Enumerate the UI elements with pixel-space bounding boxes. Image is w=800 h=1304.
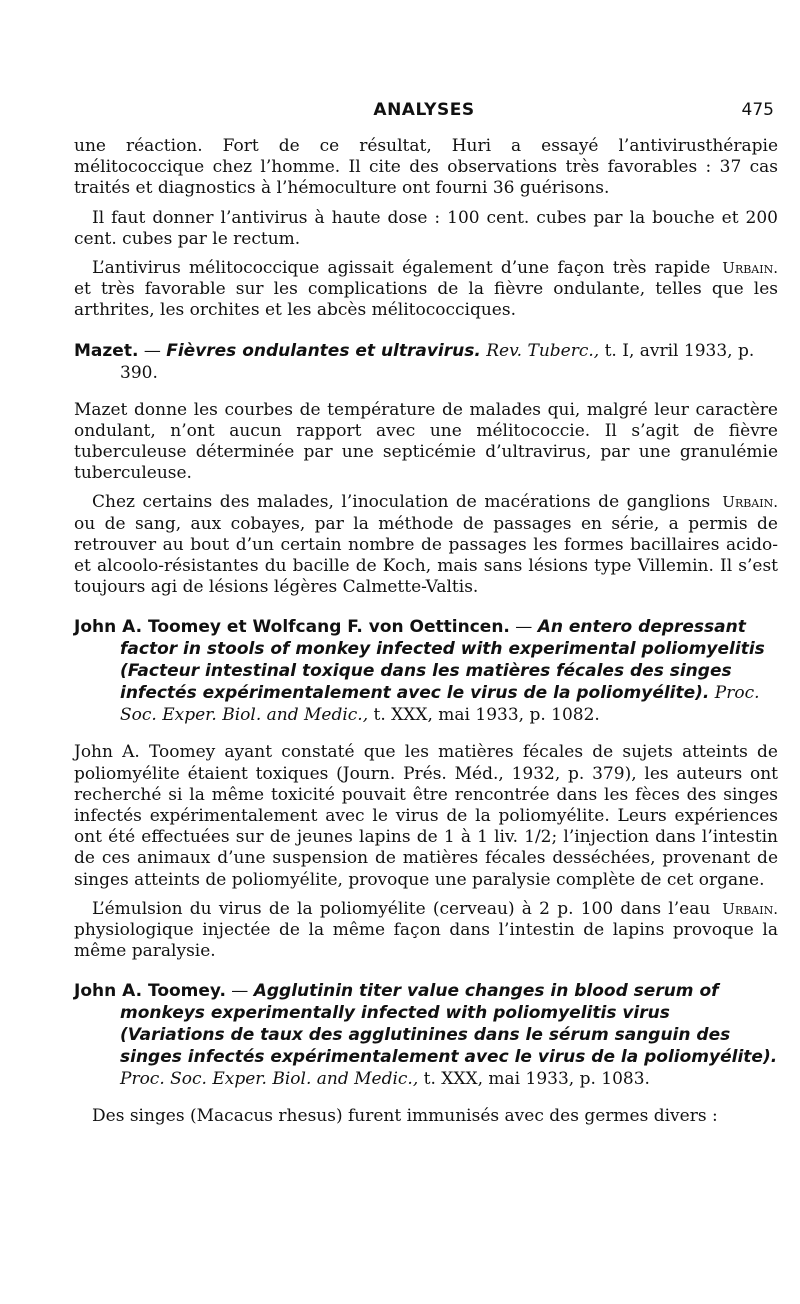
paragraph-text: Chez certains des malades, l’inoculation de macérations de ganglions ou de sang, aux cobayes, par la méthode de passages en série, a permis de retrouver au bout d’un certain nombre de passages les formes bacillaires acido- et alcoolo-résistantes du bacille de Koch, mais sans lésions type Villemin. Il s’est toujours agi de lésions légères Calmette-Valtis. bbox=[74, 492, 778, 598]
entry-details: t. XXX, mai 1933, p. 1083. bbox=[423, 1069, 650, 1090]
paragraph: une réaction. Fort de ce résultat, Huri a essayé l’antivirusthérapie mélitococcique chez l’homme. Il cite des observations très favorables : 37 cas traités et diagnostics à l’hémoculture ont fourni 36 guérisons. bbox=[74, 136, 778, 199]
entry-journal: Proc. Soc. Exper. Biol. and Medic., bbox=[120, 1069, 419, 1090]
entry-journal: Proc. Soc. Exper. Biol. and Medic., bbox=[120, 683, 760, 726]
page-number: 475 bbox=[741, 100, 774, 120]
bibliographic-entry bbox=[74, 616, 778, 726]
paragraph bbox=[74, 492, 778, 598]
paragraph bbox=[74, 258, 778, 322]
paragraph-text: L’émulsion du virus de la poliomyélite (cerveau) à 2 p. 100 dans l’eau physiologique injectée de la même façon dans l’intestin de lapins provoque la même paralysie. bbox=[74, 898, 778, 962]
entry-author: Mazet. bbox=[74, 340, 139, 361]
signature: Urbain. bbox=[722, 493, 778, 512]
entry-dash: — bbox=[225, 981, 254, 1002]
entry-details: t. I, avril 1933, p. 390. bbox=[120, 340, 755, 383]
entry-title: Fièvres ondulantes et ultravirus. bbox=[166, 340, 481, 361]
bibliographic-entry: Mazet. — Fièvres ondulantes et ultravirus. Rev. Tuberc., t. I, avril 1933, p. 390. bbox=[74, 340, 755, 383]
entry-dash: — bbox=[509, 617, 538, 638]
paragraph: Des singes (Macacus rhesus) furent immunisés avec des germes divers : bbox=[92, 1106, 718, 1127]
bibliographic-entry bbox=[74, 980, 778, 1090]
signature: Urbain. bbox=[722, 259, 778, 278]
page-content bbox=[74, 136, 778, 1136]
paragraph: Mazet donne les courbes de température de malades qui, malgré leur caractère ondulant, n’ont aucun rapport avec une mélitococcie. Il s’agit de fièvre tuberculeuse déterminée par une septicémie d’ultravirus, par une granulémie tuberculeuse. bbox=[74, 399, 778, 484]
entry-journal: Rev. Tuberc., bbox=[486, 340, 600, 361]
paragraph-text: L’antivirus mélitococcique agissait également d’une façon très rapide et très favorable sur les complications de la fièvre ondulante, telles que les arthrites, les orchites et les abcès mélitococciques. bbox=[74, 258, 778, 321]
signature: Urbain. bbox=[722, 899, 778, 918]
running-header bbox=[74, 100, 774, 130]
entry-author: John A. Toomey et Wolfcang F. von Oettincen. bbox=[74, 617, 510, 638]
entry-title: Agglutinin titer value changes in blood serum of monkeys experimentally infected with poliomyelitis virus (Variations de taux des agglutinines dans le sérum sanguin des singes infectés expérimentalement avec le virus de la poliomyélite). bbox=[120, 981, 778, 1068]
paragraph bbox=[74, 899, 778, 963]
entry-details: t. XXX, mai 1933, p. 1082. bbox=[373, 705, 600, 726]
entry-author: John A. Toomey. bbox=[74, 981, 226, 1002]
paragraph: John A. Toomey ayant constaté que les matières fécales de sujets atteints de poliomyélite étaient toxiques (Journ. Prés. Méd., 1932, p. 379), les auteurs ont recherché si la même toxicité pouvait être rencontrée dans les fèces des singes infectés expérimentalement avec le virus de la poliomyélite. Leurs expériences ont été effectuées sur de jeunes lapins de 1 à 1 liv. 1/2; l’injection dans l’intestin de ces animaux d’une suspension de matières fécales desséchées, provenant de singes atteints de poliomyélite, provoque une paralysie complète de cet organe. bbox=[74, 742, 778, 890]
entry-title: An entero depressant factor in stools of monkey infected with experimental poliomyelitis (Facteur intestinal toxique dans les matières fécales des singes infectés expérimentalement avec le virus de la poliomyélite). bbox=[120, 617, 765, 704]
section-title: ANALYSES bbox=[373, 100, 475, 120]
paragraph: Il faut donner l’antivirus à haute dose : 100 cent. cubes par la bouche et 200 cent. cubes par le rectum. bbox=[74, 207, 778, 249]
